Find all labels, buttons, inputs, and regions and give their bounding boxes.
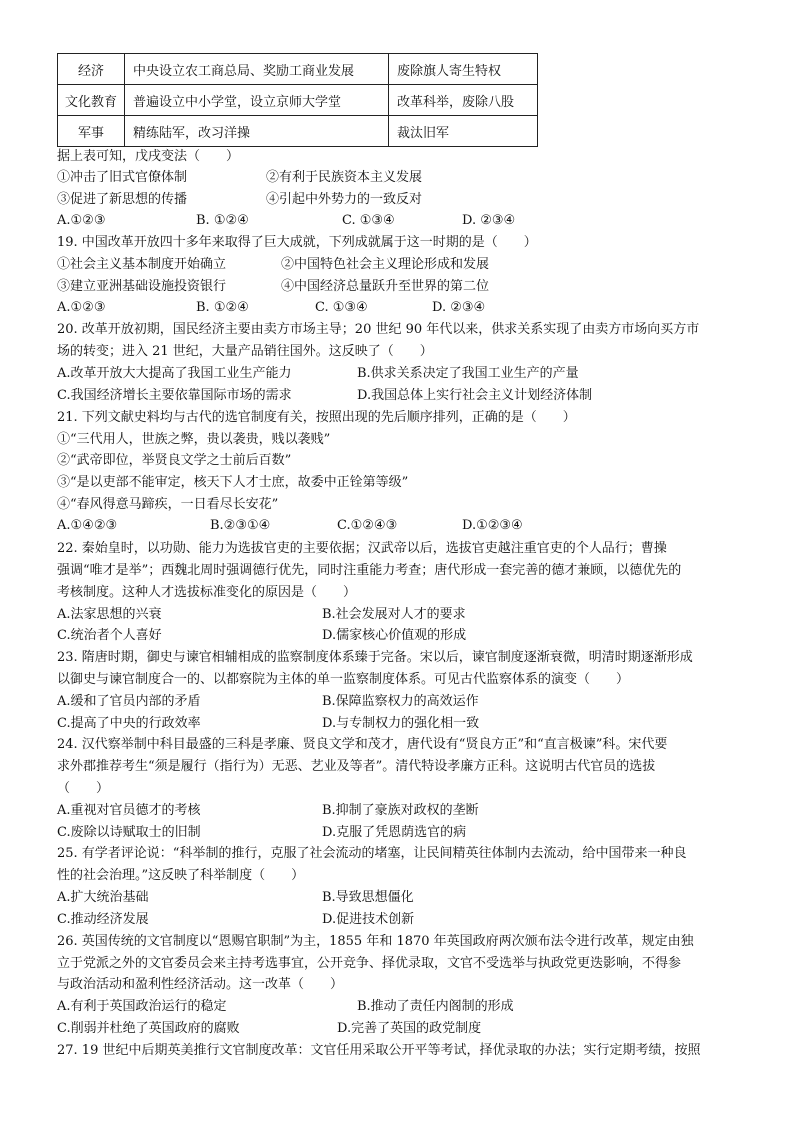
q21-option-c: C.①②④③ — [337, 518, 398, 533]
q24-line-1: 24. 汉代察举制中科目最盛的三科是孝廉、贤良文学和茂才，唐代设有“贤良方正”和“直言极谏”科。宋代要 — [57, 737, 668, 752]
q21-option-d: D.①②③④ — [462, 518, 523, 533]
q19-item-3: ③建立亚洲基础设施投资银行 — [57, 279, 227, 294]
q22-option-b: B.社会发展对人才的要求 — [322, 607, 466, 622]
q20-option-c: C.我国经济增长主要依靠国际市场的需求 — [57, 388, 292, 403]
q25-line-1: 25. 有学者评论说：“科举制的推行，克服了社会流动的堵塞，让民间精英往体制内去流动，给中国带来一种良 — [57, 846, 687, 861]
q18-item-3: ③促进了新思想的传播 — [57, 192, 188, 207]
q18-stem: 据上表可知，戊戌变法（ ） — [57, 149, 240, 164]
q25-line-2: 性的社会治理。”这反映了科举制度（ ） — [57, 868, 305, 883]
q23-line-2: 以御史与谏官制度合一的、以都察院为主体的单一监察制度体系。可见古代监察体系的演变（ ） — [57, 672, 630, 687]
q26-option-b: B.推动了责任内阁制的形成 — [357, 999, 514, 1014]
q26-option-c: C.削弱并杜绝了英国政府的腐败 — [57, 1021, 240, 1036]
q19-option-c: C. ①③④ — [315, 300, 368, 315]
table-cell-field: 文化教育 — [58, 85, 125, 116]
q24-option-a: A.重视对官员德才的考核 — [57, 803, 201, 818]
q18-option-c: C. ①③④ — [342, 213, 395, 228]
q19-option-b: B. ①②④ — [196, 300, 249, 315]
q24-option-c: C.废除以诗赋取士的旧制 — [57, 825, 201, 840]
q22-line-1: 22. 秦始皇时，以功勋、能力为选拔官吏的主要依据；汉武帝以后，选拔官吏越注重官吏的个人品行；曹操 — [57, 541, 667, 556]
q21-item-2: ②“武帝即位，举贤良文学之士前后百数” — [57, 453, 292, 468]
q24-line-3: （ ） — [57, 781, 110, 796]
reform-table — [57, 53, 538, 147]
q20-option-d: D.我国总体上实行社会主义计划经济体制 — [357, 388, 593, 403]
q22-line-3: 考核制度。这种人才选拔标准变化的原因是（ ） — [57, 585, 357, 600]
q18-option-d: D. ②③④ — [462, 213, 516, 228]
table-cell-field: 经济 — [58, 54, 125, 85]
q22-option-d: D.儒家核心价值观的形成 — [322, 628, 467, 643]
table-cell-content: 精练陆军，改习洋操 — [125, 116, 389, 147]
table-cell-abolish: 废除旗人寄生特权 — [389, 54, 538, 85]
table-row — [58, 85, 538, 116]
table-row — [58, 54, 538, 85]
q25-option-a: A.扩大统治基础 — [57, 890, 149, 905]
table-cell-abolish: 裁汰旧军 — [389, 116, 538, 147]
q18-item-4: ④引起中外势力的一致反对 — [266, 192, 423, 207]
q27-line-1: 27. 19 世纪中后期英美推行文官制度改革：文官任用采取公开平等考试，择优录取的办法；实行定期考绩，按照 — [57, 1043, 701, 1058]
q26-line-1: 26. 英国传统的文官制度以“恩赐官职制”为主，1855 年和 1870 年英国政府两次颁布法令进行改革，规定由独 — [57, 934, 694, 949]
q21-stem: 21. 下列文献史料均与古代的选官制度有关，按照出现的先后顺序排列，正确的是（ ） — [57, 410, 576, 425]
q21-item-4: ④“春风得意马蹄疾，一日看尽长安花” — [57, 497, 279, 512]
q25-option-b: B.导致思想僵化 — [322, 890, 414, 905]
q22-line-2: 强调“唯才是举”；西魏北周时强调德行优先，同时注重能力考查；唐代形成一套完善的德才兼顾，以德优先的 — [57, 563, 682, 578]
q19-item-4: ④中国经济总量跃升至世界的第二位 — [281, 279, 490, 294]
table-cell-abolish: 改革科举，废除八股 — [389, 85, 538, 116]
q20-line-2: 场的转变；进入 21 世纪，大量产品销往国外。这反映了（ ） — [57, 344, 433, 359]
q25-option-d: D.促进技术创新 — [322, 912, 415, 927]
q20-option-a: A.改革开放大大提高了我国工业生产能力 — [57, 366, 292, 381]
q21-option-b: B.②③①④ — [210, 518, 271, 533]
q24-option-d: D.克服了凭恩荫选官的病 — [322, 825, 467, 840]
q19-item-2: ②中国特色社会主义理论形成和发展 — [281, 257, 490, 272]
q20-option-b: B.供求关系决定了我国工业生产的产量 — [357, 366, 579, 381]
q23-line-1: 23. 隋唐时期，御史与谏官相辅相成的监察制度体系臻于完备。宋以后，谏官制度逐渐衰微，明清时期逐渐形成 — [57, 650, 693, 665]
q21-item-1: ①“三代用人，世族之弊，贵以袭贵，贱以袭贱” — [57, 432, 331, 447]
q22-option-c: C.统治者个人喜好 — [57, 628, 162, 643]
table-row — [58, 116, 538, 147]
q18-item-2: ②有利于民族资本主义发展 — [266, 170, 423, 185]
q23-option-d: D.与专制权力的强化相一致 — [322, 716, 480, 731]
q26-option-a: A.有利于英国政治运行的稳定 — [57, 999, 227, 1014]
q25-option-c: C.推动经济发展 — [57, 912, 149, 927]
q19-option-a: A.①②③ — [57, 300, 106, 315]
q22-option-a: A.法家思想的兴衰 — [57, 607, 162, 622]
q26-line-3: 与政治活动和盈利性经济活动。这一改革（ ） — [57, 977, 344, 992]
q21-option-a: A.①④②③ — [57, 518, 118, 533]
q18-option-a: A.①②③ — [57, 213, 106, 228]
q26-line-2: 立于党派之外的文官委员会来主持考选事宜，公开竞争、择优录取，文官不受选举与执政党更迭影响，不得参 — [57, 956, 682, 971]
q24-option-b: B.抑制了豪族对政权的垄断 — [322, 803, 479, 818]
table-cell-content: 中央设立农工商总局、奖励工商业发展 — [125, 54, 389, 85]
q26-option-d: D.完善了英国的政党制度 — [337, 1021, 482, 1036]
q18-item-1: ①冲击了旧式官僚体制 — [57, 170, 188, 185]
q19-stem: 19. 中国改革开放四十多年来取得了巨大成就，下列成就属于这一时期的是（ ） — [57, 235, 537, 250]
q24-line-2: 求外郡推荐考生“须是履行（指行为）无恶、艺业及等者”。清代特设孝廉方正科。这说明古代官员的选拔 — [57, 759, 656, 774]
table-cell-field: 军事 — [58, 116, 125, 147]
q23-option-a: A.缓和了官员内部的矛盾 — [57, 694, 201, 709]
q23-option-b: B.保障监察权力的高效运作 — [322, 694, 479, 709]
q19-item-1: ①社会主义基本制度开始确立 — [57, 257, 227, 272]
q20-line-1: 20. 改革开放初期，国民经济主要由卖方市场主导；20 世纪 90 年代以来，供求关系实现了由卖方市场向买方市 — [57, 322, 700, 337]
table-cell-content: 普遍设立中小学堂，设立京师大学堂 — [125, 85, 389, 116]
q18-option-b: B. ①②④ — [196, 213, 249, 228]
q21-item-3: ③“是以吏部不能审定，核天下人才士庶，故委中正铨第等级” — [57, 475, 409, 490]
q19-option-d: D. ②③④ — [432, 300, 486, 315]
q23-option-c: C.提高了中央的行政效率 — [57, 716, 201, 731]
